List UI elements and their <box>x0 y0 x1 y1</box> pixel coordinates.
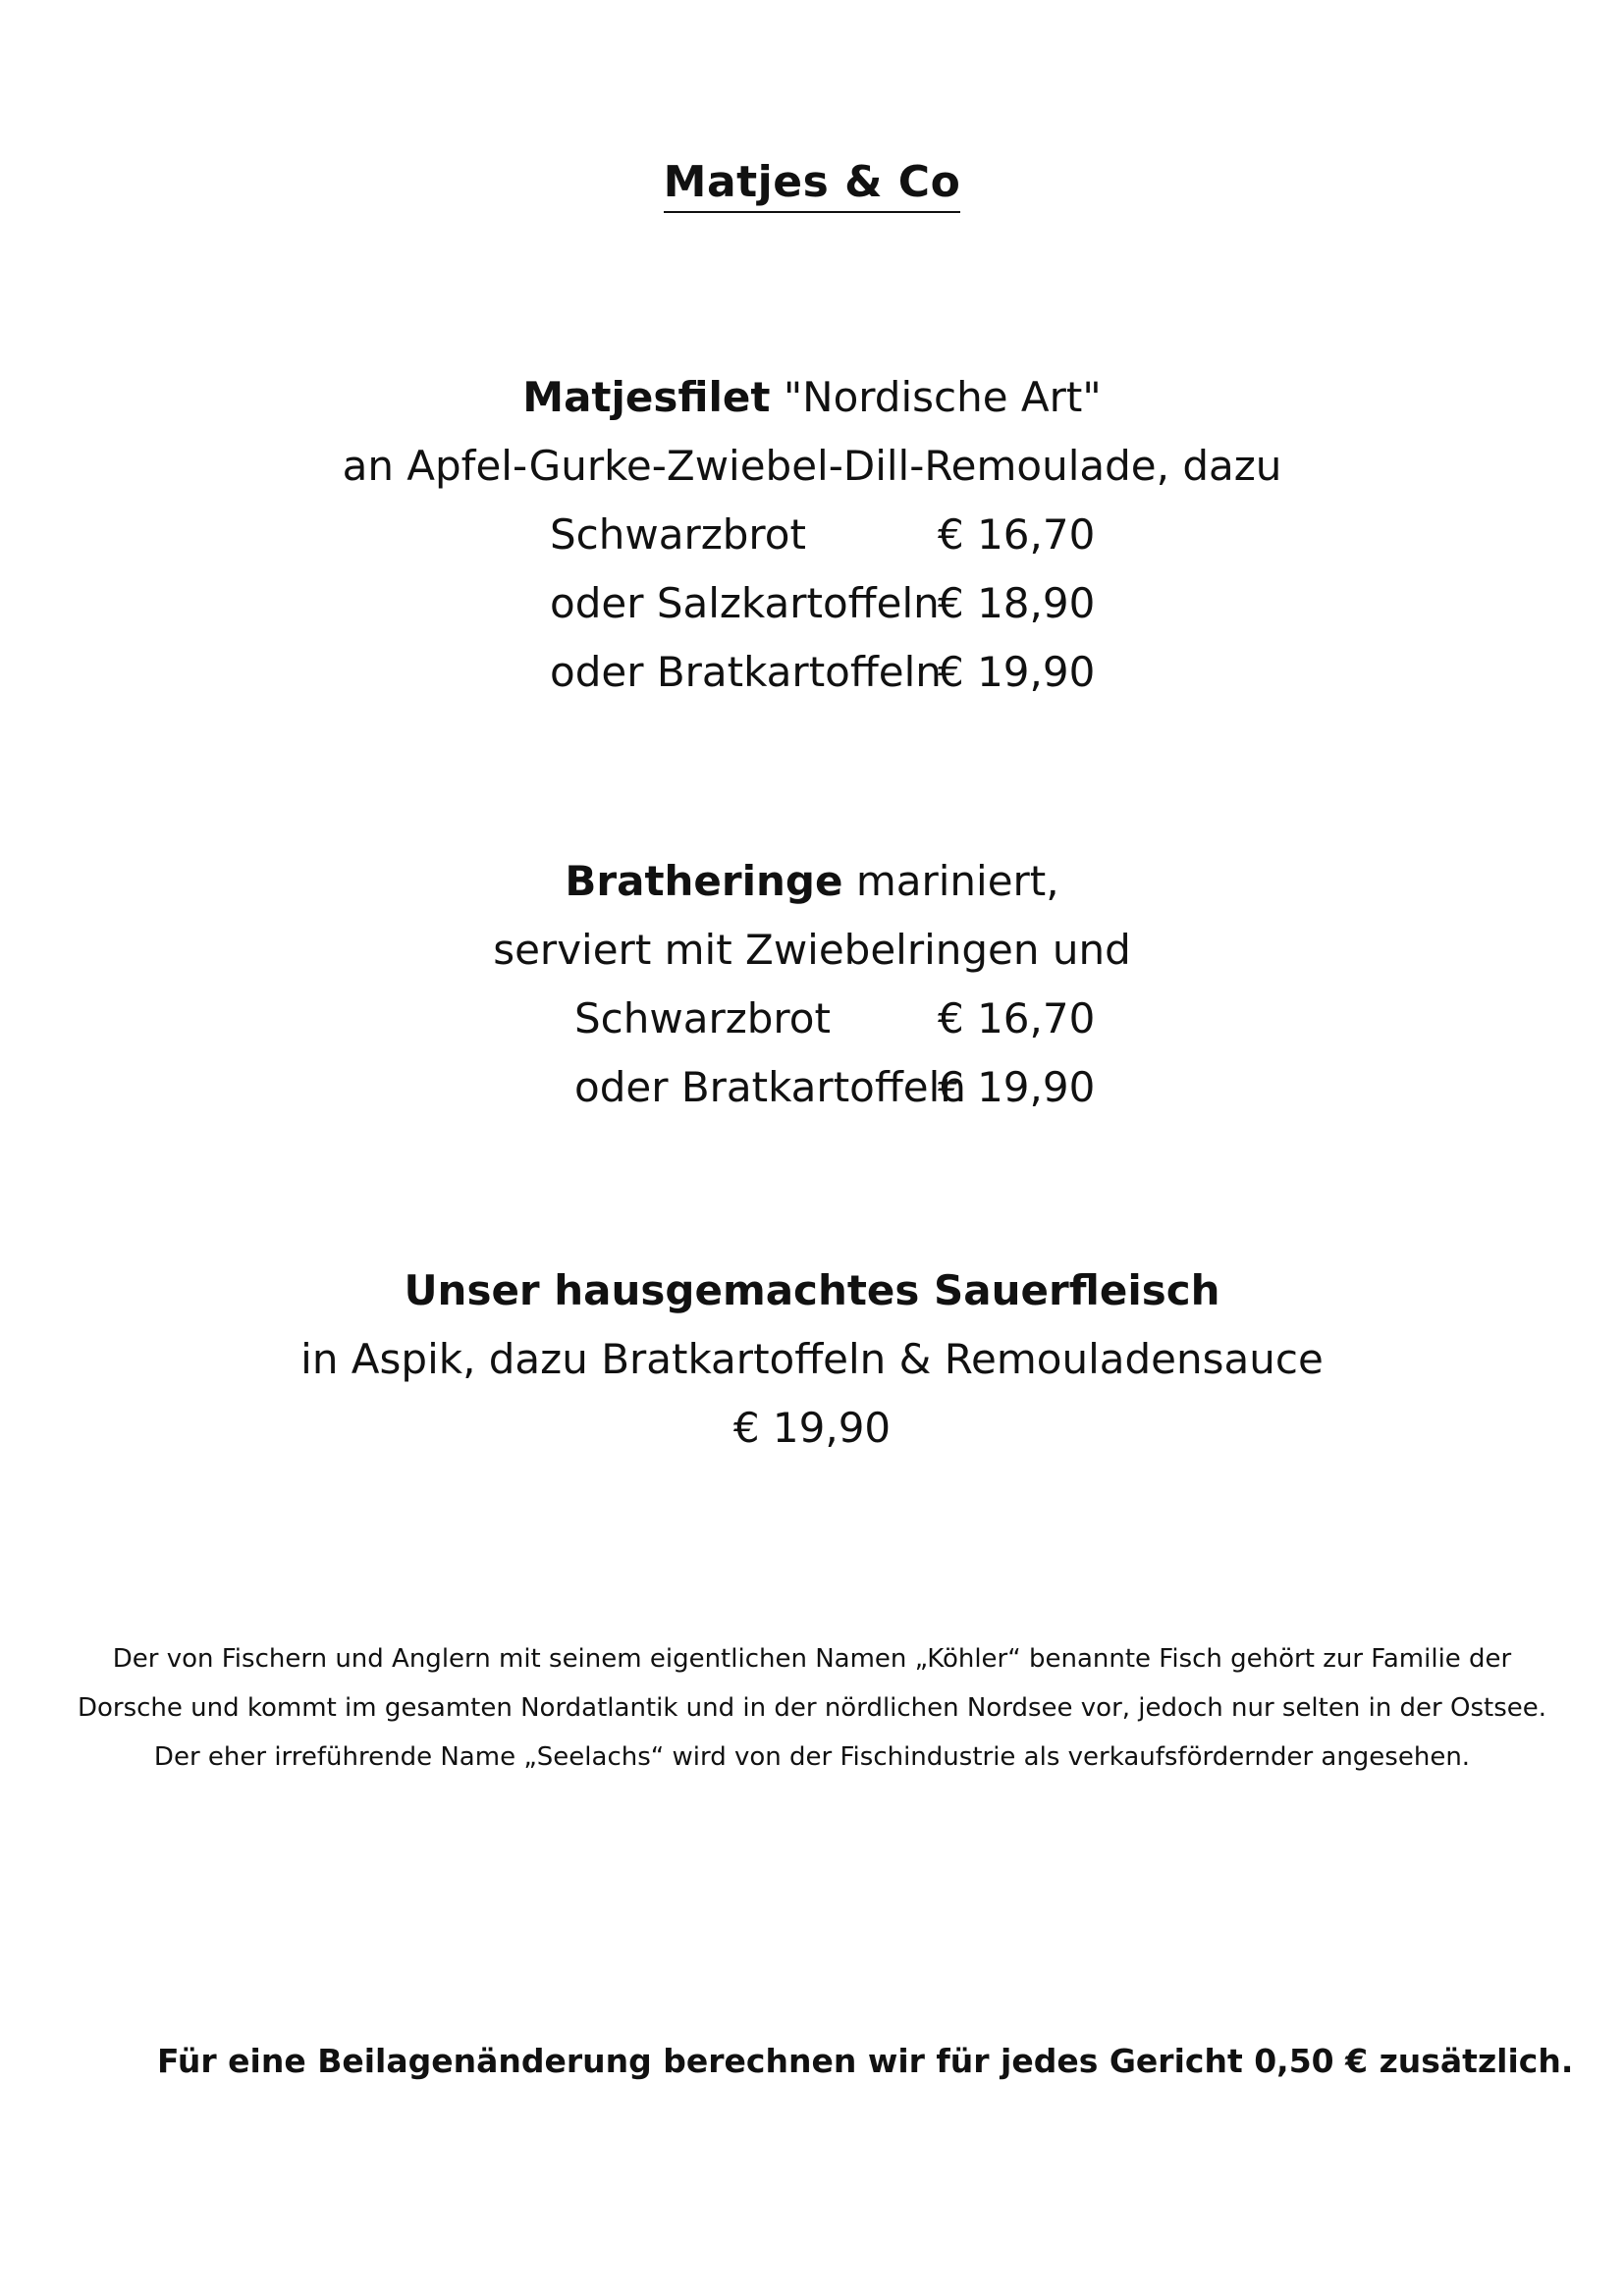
dish1-option-price: € 19,90 <box>938 648 1096 696</box>
dish1-heading <box>0 368 1624 427</box>
dish1-option-side: oder Salzkartoffeln <box>550 579 940 627</box>
dish3-price: € 19,90 <box>732 1404 892 1452</box>
dish3-name: Unser hausgemachtes Sauerfleisch <box>404 1266 1220 1314</box>
dish1-name: Matjesfilet <box>522 373 771 421</box>
dish2-name: Bratheringe <box>565 857 843 905</box>
dish1-description: an Apfel-Gurke-Zwiebel-Dill-Remoulade, dazu <box>342 442 1282 490</box>
dish2-heading <box>0 852 1624 911</box>
page-title <box>0 157 1624 207</box>
dish3-description: in Aspik, dazu Bratkartoffeln & Remouladensauce <box>300 1335 1324 1383</box>
dish1-name-suffix: "Nordische Art" <box>770 373 1102 421</box>
dish1-option-side: oder Bratkartoffeln <box>550 648 942 696</box>
dish2-name-suffix: mariniert, <box>842 857 1059 905</box>
note-line-3: Der eher irreführende Name „Seelachs“ wird von der Fischindustrie als verkaufsfördernder angesehen. <box>153 1742 1471 1772</box>
dish2-option-side: oder Bratkartoffeln <box>574 1063 966 1111</box>
dish1-option-price: € 18,90 <box>938 579 1096 627</box>
page-title-text: Matjes & Co <box>664 157 961 213</box>
dish2-option-price: € 19,90 <box>938 1063 1096 1111</box>
note-line-2: Dorsche und kommt im gesamten Nordatlantik und in der nördlichen Nordsee vor, jedoch nur selten in der Ostsee. <box>77 1693 1547 1723</box>
dish1-option-side: Schwarzbrot <box>550 510 806 559</box>
dish2-option-side: Schwarzbrot <box>574 994 831 1042</box>
dish3-heading <box>0 1261 1624 1320</box>
dish1-option-price: € 16,70 <box>938 510 1096 559</box>
dish2-description: serviert mit Zwiebelringen und <box>493 926 1131 974</box>
dish2-option-price: € 16,70 <box>938 994 1096 1042</box>
note-line-1: Der von Fischern und Anglern mit seinem eigentlichen Namen „Köhler“ benannte Fisch gehört zur Familie der <box>112 1644 1512 1674</box>
side-change-notice: Für eine Beilagenänderung berechnen wir für jedes Gericht 0,50 € zusätzlich. <box>157 2042 1574 2080</box>
